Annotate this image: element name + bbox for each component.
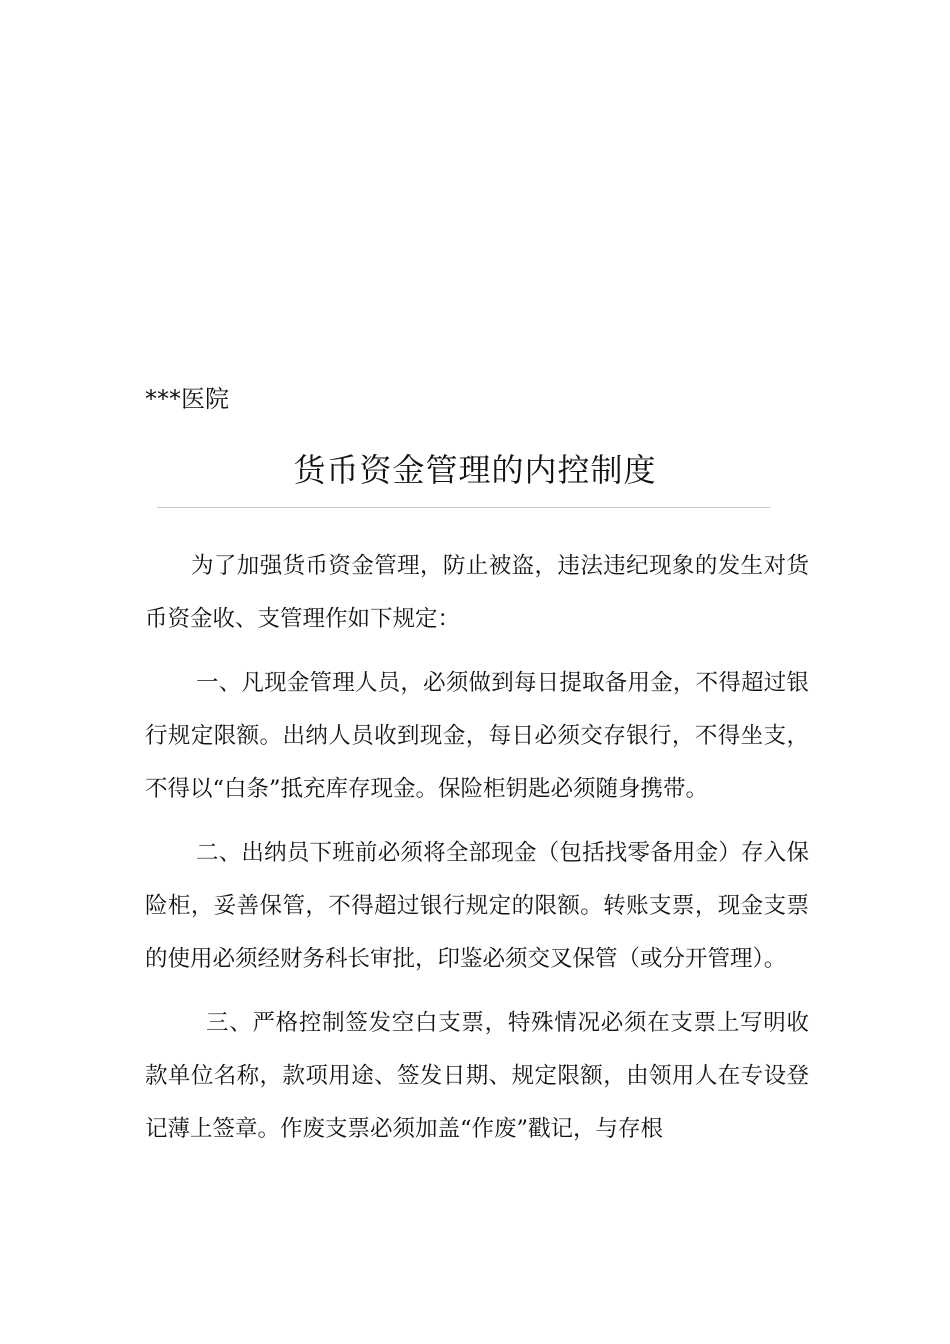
intro-paragraph: 为了加强货币资金管理，防止被盗，违法违纪现象的发生对货币资金收、支管理作如下规定： (145, 553, 809, 632)
rule-paragraph-3: 三、严格控制签发空白支票，特殊情况必须在支票上写明收款单位名称，款项用途、签发日期、规定限额，由领用人在专设登记薄上签章。作废支票必须加盖“作废”戳记，与存根 (145, 1010, 809, 1142)
rule-paragraph-2: 二、出纳员下班前必须将全部现金（包括找零备用金）存入保险柜，妥善保管，不得超过银行规定的限额。转账支票，现金支票的使用必须经财务科长审批，印鉴必须交叉保管（或分开管理）。 (145, 840, 809, 972)
rule-paragraph-1: 一、凡现金管理人员，必须做到每日提取备用金，不得超过银行规定限额。出纳人员收到现金，每日必须交存银行，不得坐支，不得以“白条”抵充库存现金。保险柜钥匙必须随身携带。 (145, 670, 809, 802)
document-title: 货币资金管理的内控制度 (293, 451, 657, 489)
organization-name: ***医院 (145, 385, 229, 413)
document-body (145, 540, 809, 1167)
title-divider (157, 507, 770, 508)
